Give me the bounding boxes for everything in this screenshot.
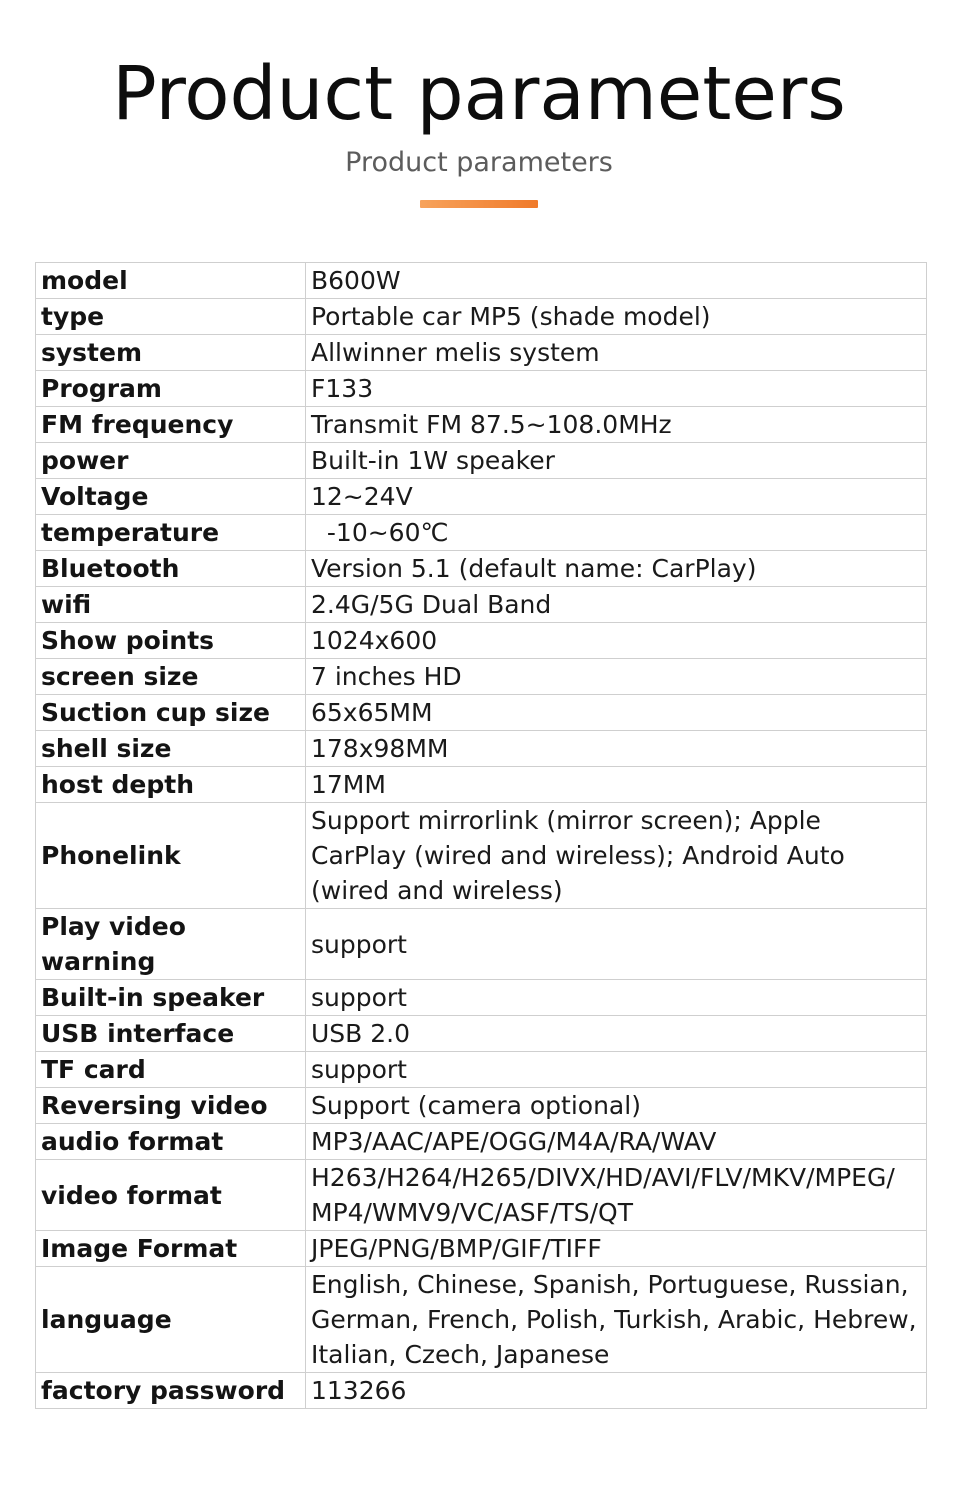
spec-value: Support mirrorlink (mirror screen); Apple CarPlay (wired and wireless); Android Auto (wired and wireless) — [306, 803, 927, 909]
spec-label: type — [36, 299, 306, 335]
spec-value: -10~60℃ — [306, 515, 927, 551]
spec-table — [35, 262, 927, 1409]
page-title: Product parameters — [112, 51, 846, 137]
spec-row — [36, 909, 927, 980]
spec-label: video format — [36, 1160, 306, 1231]
spec-value: 17MM — [306, 767, 927, 803]
spec-label: screen size — [36, 659, 306, 695]
spec-value: MP3/AAC/APE/OGG/M4A/RA/WAV — [306, 1124, 927, 1160]
spec-label: Show points — [36, 623, 306, 659]
spec-value: Allwinner melis system — [306, 335, 927, 371]
spec-value: Portable car MP5 (shade model) — [306, 299, 927, 335]
spec-label: FM frequency — [36, 407, 306, 443]
spec-row — [36, 479, 927, 515]
spec-label: Reversing video — [36, 1088, 306, 1124]
spec-value: B600W — [306, 263, 927, 299]
spec-row — [36, 1016, 927, 1052]
spec-label: Phonelink — [36, 803, 306, 909]
spec-row — [36, 515, 927, 551]
spec-label: USB interface — [36, 1016, 306, 1052]
spec-label: Program — [36, 371, 306, 407]
spec-row — [36, 980, 927, 1016]
spec-label: Play video warning — [36, 909, 306, 980]
spec-row — [36, 623, 927, 659]
spec-row — [36, 1231, 927, 1267]
spec-row — [36, 803, 927, 909]
spec-label: Image Format — [36, 1231, 306, 1267]
spec-value: English, Chinese, Spanish, Portuguese, Russian, German, French, Polish, Turkish, Arabic, Hebrew, Italian, Czech, Japanese — [306, 1267, 927, 1373]
spec-row — [36, 551, 927, 587]
spec-value: 65x65MM — [306, 695, 927, 731]
spec-label: model — [36, 263, 306, 299]
spec-row — [36, 1124, 927, 1160]
spec-label: Suction cup size — [36, 695, 306, 731]
spec-label: audio format — [36, 1124, 306, 1160]
page-subtitle: Product parameters — [345, 147, 613, 178]
spec-row — [36, 263, 927, 299]
spec-value: 7 inches HD — [306, 659, 927, 695]
spec-row — [36, 659, 927, 695]
spec-value: Support (camera optional) — [306, 1088, 927, 1124]
spec-row — [36, 1267, 927, 1373]
spec-value: 178x98MM — [306, 731, 927, 767]
spec-label: TF card — [36, 1052, 306, 1088]
spec-value: support — [306, 980, 927, 1016]
spec-row — [36, 299, 927, 335]
spec-label: power — [36, 443, 306, 479]
spec-row — [36, 443, 927, 479]
spec-label: shell size — [36, 731, 306, 767]
spec-value: Transmit FM 87.5~108.0MHz — [306, 407, 927, 443]
spec-row — [36, 1160, 927, 1231]
spec-label: system — [36, 335, 306, 371]
spec-value: support — [306, 1052, 927, 1088]
spec-row — [36, 767, 927, 803]
spec-label: language — [36, 1267, 306, 1373]
spec-row — [36, 587, 927, 623]
spec-row — [36, 1052, 927, 1088]
spec-label: wifi — [36, 587, 306, 623]
spec-row — [36, 335, 927, 371]
spec-value: support — [306, 909, 927, 980]
spec-row — [36, 1088, 927, 1124]
spec-value: Built-in 1W speaker — [306, 443, 927, 479]
spec-label: temperature — [36, 515, 306, 551]
spec-value: 1024x600 — [306, 623, 927, 659]
spec-table-body — [36, 263, 927, 1409]
title-accent-divider — [420, 200, 538, 208]
spec-row — [36, 407, 927, 443]
spec-label: host depth — [36, 767, 306, 803]
spec-value: F133 — [306, 371, 927, 407]
spec-label: factory password — [36, 1373, 306, 1409]
spec-row — [36, 695, 927, 731]
spec-label: Bluetooth — [36, 551, 306, 587]
spec-value: 113266 — [306, 1373, 927, 1409]
spec-value: JPEG/PNG/BMP/GIF/TIFF — [306, 1231, 927, 1267]
spec-label: Voltage — [36, 479, 306, 515]
page-header — [0, 0, 958, 240]
spec-value: Version 5.1 (default name: CarPlay) — [306, 551, 927, 587]
spec-value: H263/H264/H265/DIVX/HD/AVI/FLV/MKV/MPEG/ MP4/WMV9/VC/ASF/TS/QT — [306, 1160, 927, 1231]
spec-label: Built-in speaker — [36, 980, 306, 1016]
spec-row — [36, 371, 927, 407]
spec-value: 12~24V — [306, 479, 927, 515]
spec-row — [36, 731, 927, 767]
spec-row — [36, 1373, 927, 1409]
spec-value: 2.4G/5G Dual Band — [306, 587, 927, 623]
spec-value: USB 2.0 — [306, 1016, 927, 1052]
